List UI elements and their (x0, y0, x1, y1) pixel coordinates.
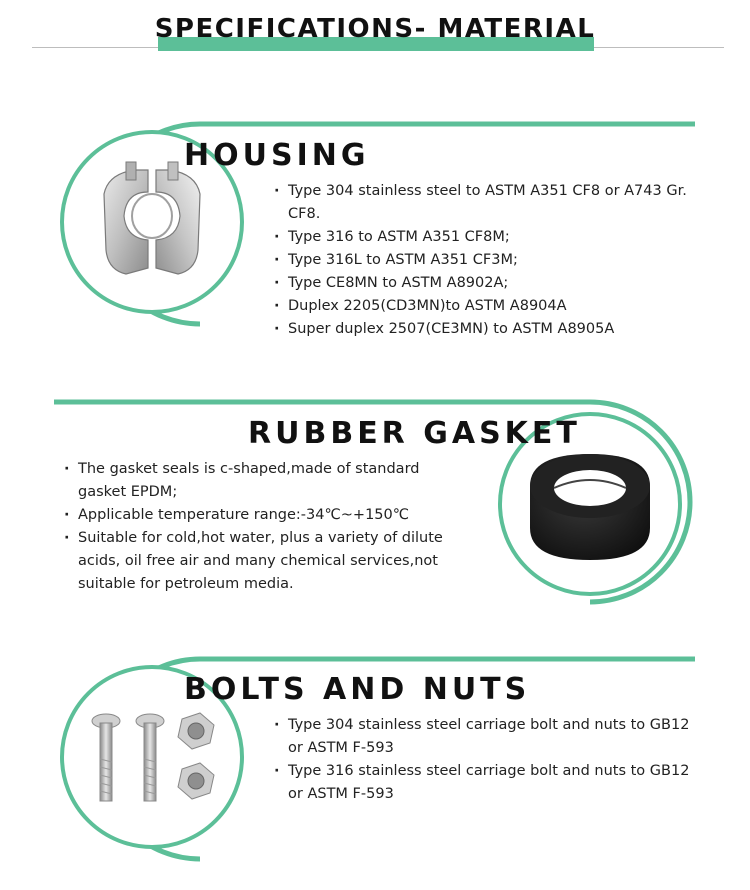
list-item: · Type 304 stainless steel to ASTM A351 CF8 or A743 Gr. CF8. (272, 180, 702, 226)
page-title: SPECIFICATIONS- MATERIAL (154, 14, 596, 44)
bolts-spec-list (272, 714, 702, 806)
list-item: · Type 316 stainless steel carriage bolt and nuts to GB12 or ASTM F-593 (272, 760, 702, 806)
section-title-rubber-gasket: RUBBER GASKET (248, 416, 581, 451)
list-item: · Type 304 stainless steel carriage bolt and nuts to GB12 or ASTM F-593 (272, 714, 702, 760)
list-item: · Type CE8MN to ASTM A8902A; (272, 272, 702, 295)
section-title-housing: HOUSING (184, 138, 370, 173)
list-item: · The gasket seals is c-shaped,made of standard gasket EPDM; (62, 458, 472, 504)
list-item: · Suitable for cold,hot water, plus a variety of dilute acids, oil free air and many chemical services,not suitable for petroleum media. (62, 527, 472, 596)
housing-spec-list (272, 180, 702, 341)
list-item: · Duplex 2205(CD3MN)to ASTM A8904A (272, 295, 702, 318)
section-title-bolts-and-nuts: BOLTS AND NUTS (184, 672, 531, 707)
list-item: · Applicable temperature range:-34℃~+150℃ (62, 504, 472, 527)
list-item: · Type 316 to ASTM A351 CF8M; (272, 226, 702, 249)
list-item: · Type 316L to ASTM A351 CF3M; (272, 249, 702, 272)
list-item: · Super duplex 2507(CE3MN) to ASTM A8905A (272, 318, 702, 341)
gasket-spec-list (62, 458, 472, 596)
